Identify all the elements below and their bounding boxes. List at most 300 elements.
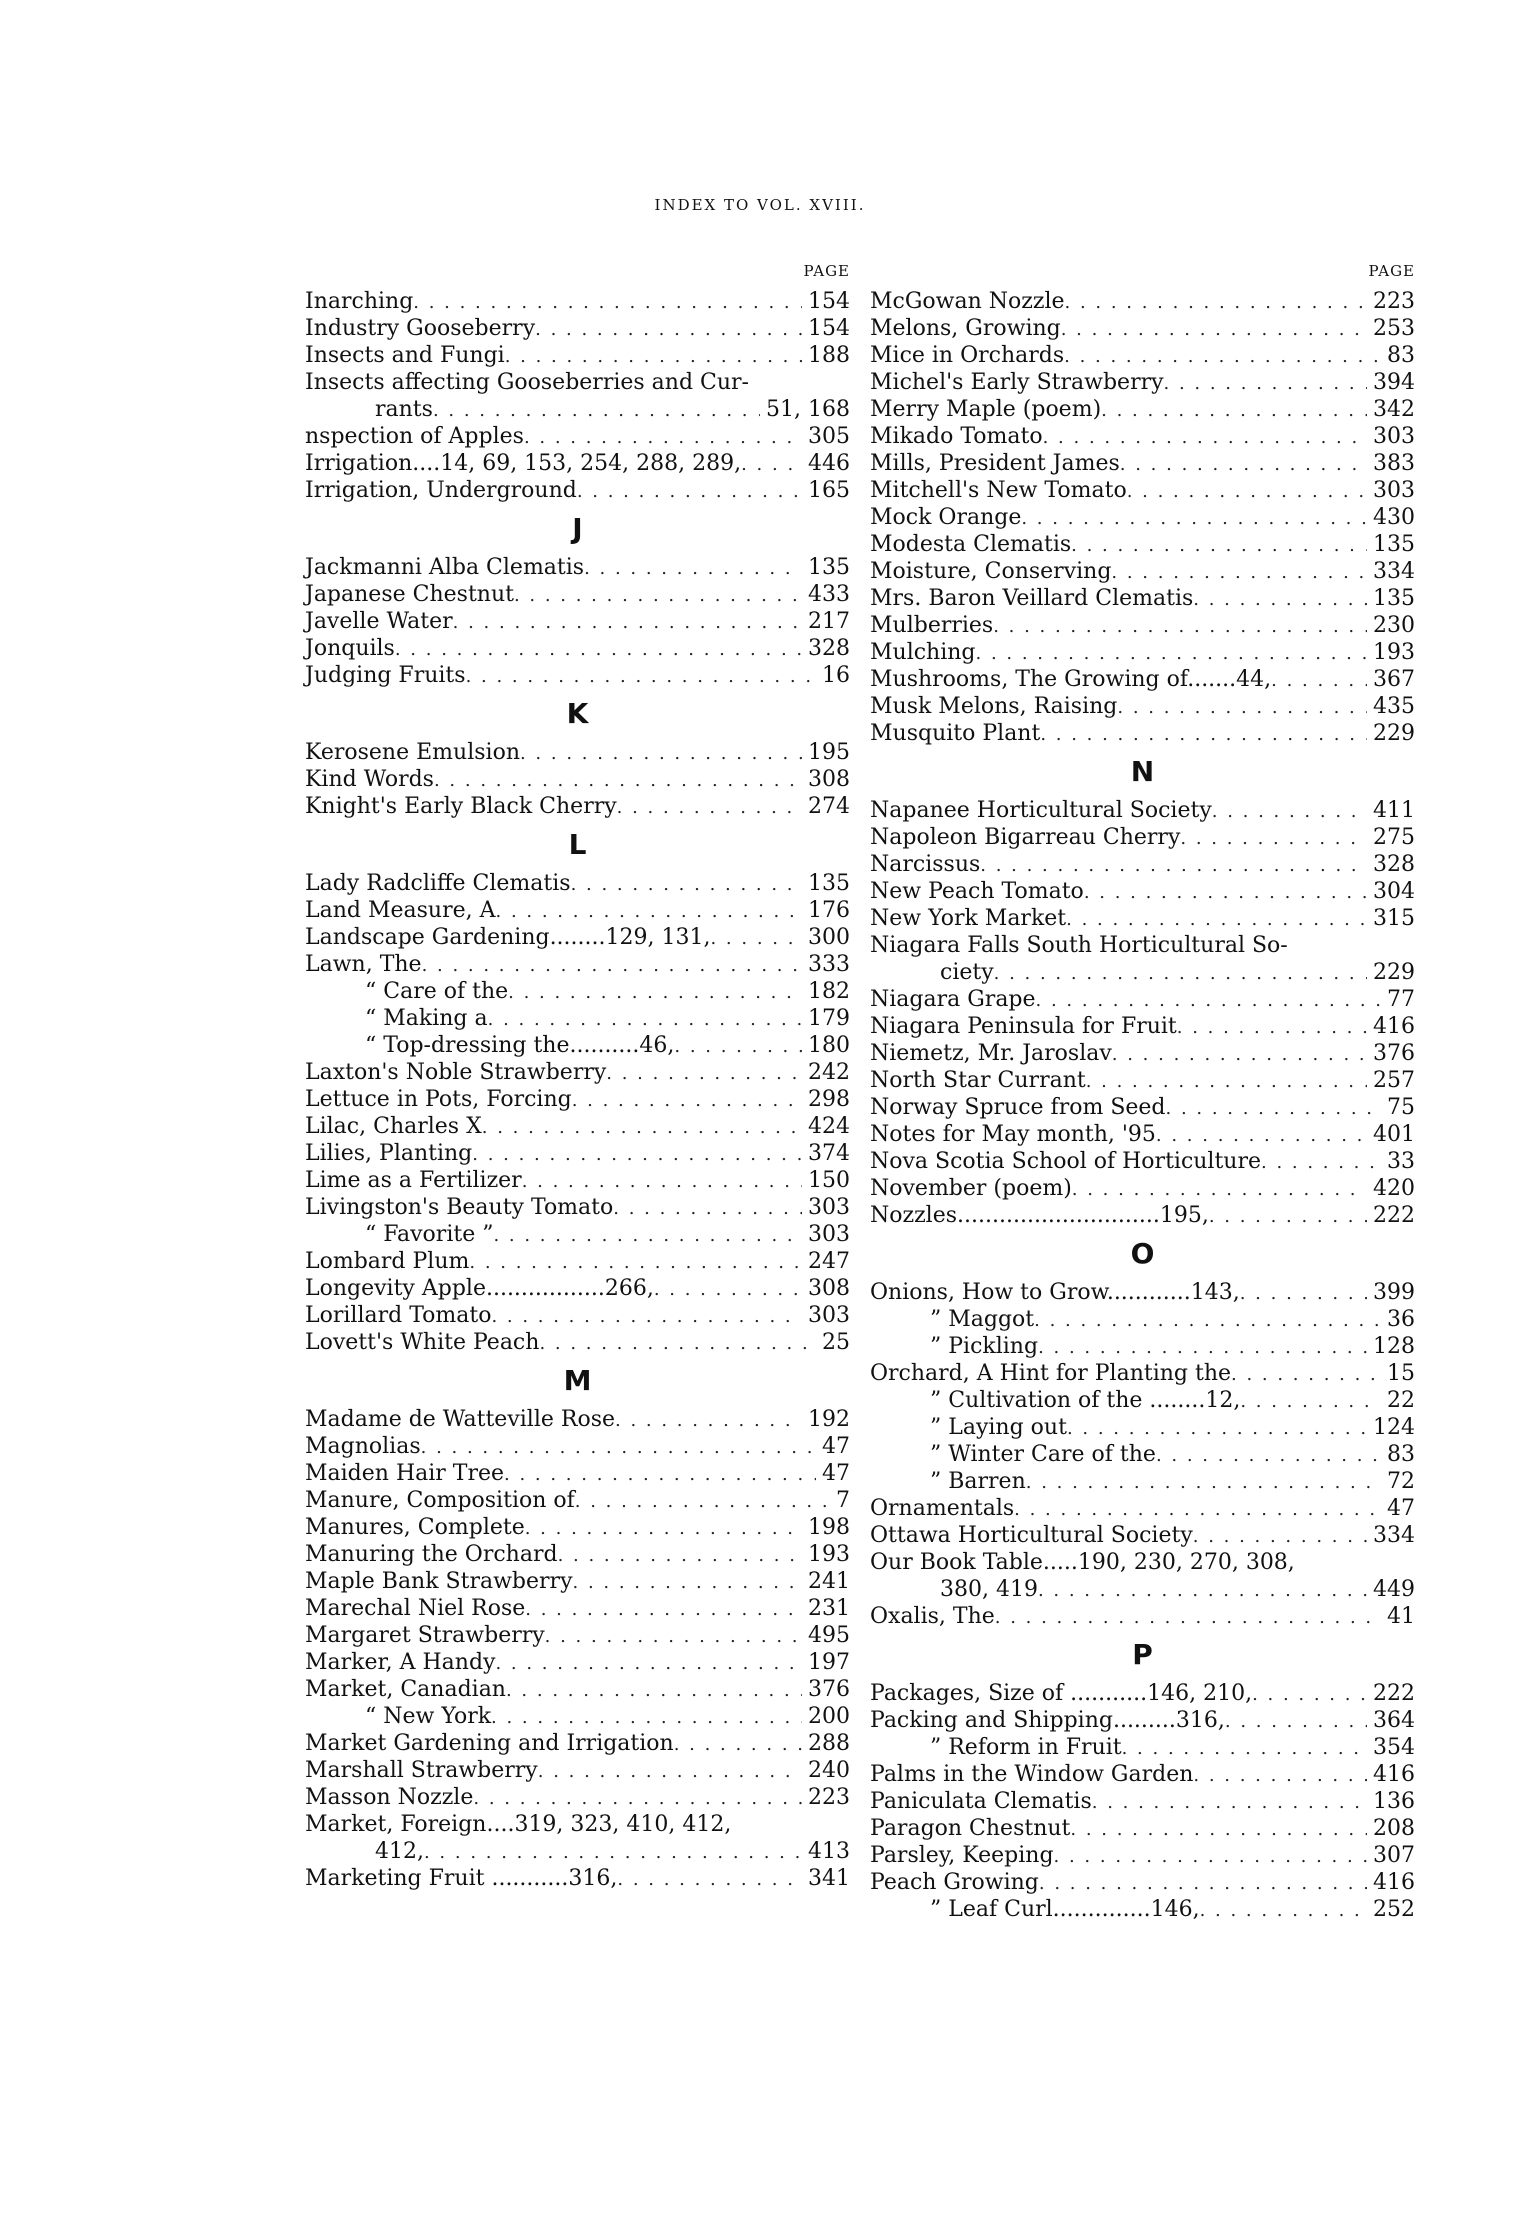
- entry-pages: 154: [808, 316, 850, 341]
- entry-pages: 308: [808, 1276, 850, 1301]
- index-entry: [305, 1005, 850, 1032]
- entry-pages: 33: [1387, 1149, 1415, 1174]
- entry-pages: 416: [1373, 1014, 1415, 1039]
- dot-leader: [1072, 1176, 1367, 1203]
- entry-pages: 208: [1373, 1816, 1415, 1841]
- entry-term: Madame de Watteville Rose: [305, 1407, 615, 1432]
- entry-term: Manure, Composition of: [305, 1488, 575, 1513]
- dot-leader: [491, 1704, 802, 1731]
- dot-leader: [1039, 1870, 1367, 1897]
- dot-leader: [421, 1434, 816, 1461]
- entry-term: Ornamentals: [870, 1496, 1015, 1521]
- entry-pages: 420: [1373, 1176, 1415, 1201]
- entry-pages: 416: [1373, 1870, 1415, 1895]
- index-entry: [870, 878, 1415, 905]
- index-entry: [305, 1838, 850, 1865]
- dot-leader: [433, 397, 760, 424]
- index-entry: [305, 1649, 850, 1676]
- entry-term: Lilac, Charles X: [305, 1114, 482, 1139]
- entry-term: Magnolias: [305, 1434, 421, 1459]
- entry-term: Insects and Fungi: [305, 343, 505, 368]
- dot-leader: [674, 1731, 802, 1758]
- entry-pages: 399: [1373, 1280, 1415, 1305]
- dot-leader: [488, 1006, 802, 1033]
- dot-leader: [577, 478, 802, 505]
- entry-pages: 304: [1373, 879, 1415, 904]
- index-entry: [870, 504, 1415, 531]
- entry-term: Narcissus: [870, 852, 981, 877]
- entry-term: Japanese Chestnut: [305, 582, 514, 607]
- entry-term: Mock Orange: [870, 505, 1022, 530]
- index-entry: [305, 1275, 850, 1302]
- index-entry: [870, 1202, 1415, 1229]
- entry-pages: 51, 168: [766, 397, 850, 422]
- index-entry: [305, 1568, 850, 1595]
- dot-leader: [1101, 397, 1367, 424]
- entry-pages: 229: [1373, 721, 1415, 746]
- index-section-m: [305, 1406, 850, 1892]
- entry-term: ” Leaf Curl..............146,: [930, 1897, 1200, 1922]
- entry-pages: 275: [1373, 825, 1415, 850]
- entry-term: Maple Bank Strawberry: [305, 1569, 573, 1594]
- entry-pages: 230: [1373, 613, 1415, 638]
- entry-term: Mushrooms, The Growing of.......44,: [870, 667, 1272, 692]
- entry-pages: 433: [808, 582, 850, 607]
- dot-leader: [1061, 316, 1367, 343]
- index-entry: [870, 315, 1415, 342]
- index-section-i: [305, 288, 850, 504]
- dot-leader: [1066, 906, 1367, 933]
- entry-pages: 47: [1387, 1496, 1415, 1521]
- dot-leader: [1193, 1762, 1367, 1789]
- entry-pages: 401: [1373, 1122, 1415, 1147]
- entry-term: 380, 419: [940, 1577, 1038, 1602]
- entry-term: November (poem): [870, 1176, 1072, 1201]
- index-entry: [870, 1495, 1415, 1522]
- dot-leader: [654, 1276, 802, 1303]
- entry-pages: 136: [1373, 1789, 1415, 1814]
- entry-term: Paniculata Clematis: [870, 1789, 1092, 1814]
- entry-term: Ottawa Horticultural Society: [870, 1523, 1193, 1548]
- entry-term: Norway Spruce from Seed: [870, 1095, 1166, 1120]
- entry-term: ” Winter Care of the: [930, 1442, 1156, 1467]
- dot-leader: [617, 1866, 802, 1893]
- dot-leader: [1156, 1442, 1381, 1469]
- entry-term: Marechal Niel Rose: [305, 1596, 526, 1621]
- entry-term: Manuring the Orchard: [305, 1542, 558, 1567]
- entry-term: ciety: [940, 960, 994, 985]
- entry-term: Palms in the Window Garden: [870, 1762, 1194, 1787]
- entry-term: Packages, Size of ...........146, 210,: [870, 1681, 1253, 1706]
- entry-pages: 274: [808, 794, 850, 819]
- entry-term: Mills, President James: [870, 451, 1120, 476]
- entry-pages: 394: [1373, 370, 1415, 395]
- entry-pages: 180: [808, 1033, 850, 1058]
- index-entry: [870, 1761, 1415, 1788]
- entry-term: Napoleon Bigarreau Cherry: [870, 825, 1181, 850]
- index-entry: [305, 477, 850, 504]
- entry-pages: 83: [1387, 1442, 1415, 1467]
- entry-pages: 240: [808, 1758, 850, 1783]
- entry-pages: 182: [808, 979, 850, 1004]
- dot-leader: [1065, 289, 1367, 316]
- dot-leader: [1193, 586, 1367, 613]
- index-entry: [870, 1387, 1415, 1414]
- entry-term: Paragon Chestnut: [870, 1816, 1071, 1841]
- index-entry: [305, 1784, 850, 1811]
- dot-leader: [520, 740, 802, 767]
- section-letter-n: N: [1130, 755, 1155, 788]
- index-entry: [305, 1113, 850, 1140]
- dot-leader: [1193, 1523, 1367, 1550]
- entry-pages: 253: [1373, 316, 1415, 341]
- dot-leader: [584, 555, 802, 582]
- entry-term: Niagara Peninsula for Fruit: [870, 1014, 1177, 1039]
- dot-leader: [413, 289, 802, 316]
- entry-pages: 308: [808, 767, 850, 792]
- section-letter-j: J: [572, 512, 583, 545]
- entry-pages: 288: [808, 1731, 850, 1756]
- dot-leader: [572, 1087, 802, 1114]
- entry-term: Lombard Plum: [305, 1249, 470, 1274]
- index-entry: [305, 1329, 850, 1356]
- dot-leader: [1225, 1708, 1367, 1735]
- index-entry: [870, 1468, 1415, 1495]
- index-entry: [305, 1595, 850, 1622]
- entry-pages: 241: [808, 1569, 850, 1594]
- entry-pages: 176: [808, 898, 850, 923]
- entry-term: “ Favorite ”: [365, 1222, 494, 1247]
- running-head: INDEX TO VOL. XVIII.: [654, 196, 866, 214]
- entry-pages: 376: [808, 1677, 850, 1702]
- entry-term: Lettuce in Pots, Forcing: [305, 1087, 572, 1112]
- dot-leader: [1021, 505, 1367, 532]
- index-entry: [305, 1514, 850, 1541]
- entry-pages: 411: [1373, 798, 1415, 823]
- dot-leader: [1086, 1068, 1367, 1095]
- entry-term: Mrs. Baron Veillard Clematis: [870, 586, 1194, 611]
- index-entry: [305, 1622, 850, 1649]
- index-entry: [305, 1140, 850, 1167]
- entry-term: Marketing Fruit ...........316,: [305, 1866, 618, 1891]
- entry-term: Mice in Orchards: [870, 343, 1065, 368]
- page-column-label: PAGE: [1368, 262, 1415, 280]
- dot-leader: [994, 960, 1367, 987]
- dot-leader: [466, 663, 816, 690]
- dot-leader: [1240, 1388, 1381, 1415]
- entry-term: Lawn, The: [305, 952, 422, 977]
- dot-leader: [1064, 343, 1381, 370]
- index-entry: [305, 369, 850, 396]
- section-letter-m: M: [563, 1364, 592, 1397]
- dot-leader: [1084, 879, 1367, 906]
- left-column: [305, 262, 850, 1892]
- dot-leader: [1180, 825, 1367, 852]
- dot-leader: [1120, 451, 1367, 478]
- page-column-label: PAGE: [803, 262, 850, 280]
- index-entry: [305, 951, 850, 978]
- index-entry: [870, 1279, 1415, 1306]
- dot-leader: [976, 640, 1367, 667]
- index-entry: [870, 1896, 1415, 1923]
- index-entry: [305, 924, 850, 951]
- entry-pages: 298: [808, 1087, 850, 1112]
- index-entry: [870, 423, 1415, 450]
- entry-term: Judging Fruits: [305, 663, 466, 688]
- index-entry: [305, 662, 850, 689]
- entry-term: Lorillard Tomato: [305, 1303, 492, 1328]
- entry-term: Melons, Growing: [870, 316, 1061, 341]
- index-entry: [305, 1433, 850, 1460]
- entry-term: Onions, How to Grow............143,: [870, 1280, 1240, 1305]
- index-entry: [305, 450, 850, 477]
- dot-leader: [1026, 1469, 1381, 1496]
- index-entry: [305, 423, 850, 450]
- entry-pages: 334: [1373, 1523, 1415, 1548]
- entry-pages: 135: [808, 555, 850, 580]
- entry-pages: 305: [808, 424, 850, 449]
- entry-term: Manures, Complete: [305, 1515, 525, 1540]
- dot-leader: [1067, 1415, 1367, 1442]
- entry-term: Merry Maple (poem): [870, 397, 1102, 422]
- dot-leader: [1038, 1577, 1367, 1604]
- entry-pages: 128: [1373, 1334, 1415, 1359]
- index-section-o: [870, 1279, 1415, 1630]
- entry-pages: 150: [808, 1168, 850, 1193]
- entry-pages: 15: [1387, 1361, 1415, 1386]
- entry-term: Javelle Water: [305, 609, 453, 634]
- entry-term: Mitchell's New Tomato: [870, 478, 1127, 503]
- entry-pages: 449: [1373, 1577, 1415, 1602]
- entry-term: ” Reform in Fruit: [930, 1735, 1122, 1760]
- section-letter-p: P: [1132, 1638, 1153, 1671]
- entry-pages: 7: [836, 1488, 850, 1513]
- dot-leader: [575, 1488, 830, 1515]
- entry-pages: 303: [808, 1195, 850, 1220]
- index-entry: [305, 581, 850, 608]
- entry-pages: 16: [822, 663, 850, 688]
- index-entry: [870, 932, 1415, 959]
- entry-term: ” Laying out: [930, 1415, 1067, 1440]
- dot-leader: [1036, 987, 1381, 1014]
- dot-leader: [469, 1249, 802, 1276]
- index-entry: [870, 1013, 1415, 1040]
- index-entry: [870, 959, 1415, 986]
- entry-pages: 154: [808, 289, 850, 314]
- entry-pages: 222: [1373, 1681, 1415, 1706]
- dot-leader: [514, 582, 802, 609]
- entry-pages: 328: [808, 636, 850, 661]
- dot-leader: [1112, 1041, 1367, 1068]
- dot-leader: [473, 1785, 802, 1812]
- entry-term: Industry Gooseberry: [305, 316, 536, 341]
- entry-term: Kerosene Emulsion: [305, 740, 520, 765]
- dot-leader: [1156, 1122, 1367, 1149]
- entry-pages: 303: [1373, 478, 1415, 503]
- index-entry: [305, 554, 850, 581]
- index-entry: [305, 1086, 850, 1113]
- dot-leader: [525, 1515, 802, 1542]
- index-entry: [870, 1148, 1415, 1175]
- index-entry: [305, 288, 850, 315]
- entry-term: Inarching: [305, 289, 414, 314]
- dot-leader: [1070, 1816, 1367, 1843]
- index-entry: [305, 1406, 850, 1433]
- dot-leader: [535, 316, 802, 343]
- index-entry: [870, 720, 1415, 747]
- index-entry: [870, 1175, 1415, 1202]
- entry-pages: 300: [808, 925, 850, 950]
- entry-term: Land Measure, A: [305, 898, 496, 923]
- entry-pages: 83: [1387, 343, 1415, 368]
- entry-term: Market, Foreign....319, 323, 410, 412,: [305, 1812, 732, 1837]
- entry-pages: 192: [808, 1407, 850, 1432]
- section-letter-k: K: [566, 697, 589, 730]
- entry-pages: 342: [1373, 397, 1415, 422]
- index-entry: [870, 1707, 1415, 1734]
- dot-leader: [1164, 370, 1367, 397]
- entry-term: 412,: [375, 1839, 424, 1864]
- entry-term: Moisture, Conserving: [870, 559, 1112, 584]
- entry-term: Landscape Gardening........129, 131,: [305, 925, 711, 950]
- entry-pages: 424: [808, 1114, 850, 1139]
- index-entry: [870, 693, 1415, 720]
- entry-term: New Peach Tomato: [870, 879, 1084, 904]
- index-entry: [870, 1414, 1415, 1441]
- entry-pages: 22: [1387, 1388, 1415, 1413]
- entry-pages: 446: [808, 451, 850, 476]
- entry-pages: 198: [808, 1515, 850, 1540]
- entry-term: Marshall Strawberry: [305, 1758, 538, 1783]
- dot-leader: [1122, 1735, 1367, 1762]
- dot-leader: [506, 1677, 802, 1704]
- entry-term: Jackmanni Alba Clematis: [305, 555, 585, 580]
- entry-term: Nova Scotia School of Horticulture: [870, 1149, 1262, 1174]
- dot-leader: [545, 1623, 802, 1650]
- entry-term: Nozzles.............................195,: [870, 1203, 1209, 1228]
- entry-term: Musk Melons, Raising: [870, 694, 1118, 719]
- entry-pages: 334: [1373, 559, 1415, 584]
- index-entry: [305, 1194, 850, 1221]
- index-entry: [870, 612, 1415, 639]
- dot-leader: [1117, 694, 1367, 721]
- dot-leader: [434, 767, 802, 794]
- entry-pages: 364: [1373, 1708, 1415, 1733]
- index-entry: [870, 1441, 1415, 1468]
- entry-term: nspection of Apples: [305, 424, 524, 449]
- dot-leader: [741, 451, 802, 478]
- dot-leader: [571, 871, 802, 898]
- index-entry: [870, 1815, 1415, 1842]
- entry-term: Peach Growing: [870, 1870, 1039, 1895]
- dot-leader: [1043, 424, 1367, 451]
- dot-leader: [1252, 1681, 1367, 1708]
- index-entry: [870, 666, 1415, 693]
- entry-term: North Star Currant: [870, 1068, 1086, 1093]
- entry-pages: 231: [808, 1596, 850, 1621]
- index-entry: [305, 870, 850, 897]
- index-entry: [870, 1680, 1415, 1707]
- entry-term: Our Book Table.....190, 230, 270, 308,: [870, 1550, 1295, 1575]
- entry-term: Musquito Plant: [870, 721, 1041, 746]
- index-entry: [870, 1306, 1415, 1333]
- index-entry: [305, 1811, 850, 1838]
- index-entry: [870, 288, 1415, 315]
- dot-leader: [1166, 1095, 1381, 1122]
- dot-leader: [491, 1303, 802, 1330]
- dot-leader: [1034, 1307, 1381, 1334]
- index-entry: [305, 1676, 850, 1703]
- dot-leader: [395, 636, 802, 663]
- dot-leader: [1071, 532, 1367, 559]
- index-entry: [305, 315, 850, 342]
- dot-leader: [1054, 1843, 1367, 1870]
- entry-term: Mulberries: [870, 613, 994, 638]
- entry-pages: 223: [1373, 289, 1415, 314]
- index-entry: [870, 1094, 1415, 1121]
- entry-term: Modesta Clematis: [870, 532, 1072, 557]
- index-entry: [870, 342, 1415, 369]
- entry-pages: 47: [822, 1434, 850, 1459]
- index-entry: [870, 1121, 1415, 1148]
- index-entry: [870, 531, 1415, 558]
- dot-leader: [617, 794, 802, 821]
- dot-leader: [674, 1033, 802, 1060]
- entry-term: Knight's Early Black Cherry: [305, 794, 617, 819]
- index-section-j: [305, 554, 850, 689]
- dot-leader: [993, 613, 1367, 640]
- entry-pages: 222: [1373, 1203, 1415, 1228]
- index-entry: [305, 766, 850, 793]
- entry-term: ” Barren: [930, 1469, 1026, 1494]
- entry-pages: 303: [808, 1303, 850, 1328]
- entry-term: Irrigation....14, 69, 153, 254, 288, 289,: [305, 451, 742, 476]
- index-entry: [305, 1703, 850, 1730]
- index-entry: [305, 608, 850, 635]
- index-entry: [305, 1032, 850, 1059]
- index-entry: [870, 824, 1415, 851]
- entry-term: Irrigation, Underground: [305, 478, 577, 503]
- entry-pages: 72: [1387, 1469, 1415, 1494]
- entry-term: Longevity Apple.................266,: [305, 1276, 654, 1301]
- entry-term: Insects affecting Gooseberries and Cur-: [305, 370, 749, 395]
- index-entry: [305, 1487, 850, 1514]
- entry-term: Niagara Falls South Horticultural So-: [870, 933, 1288, 958]
- entry-pages: 303: [808, 1222, 850, 1247]
- entry-pages: 135: [808, 871, 850, 896]
- dot-leader: [493, 1222, 802, 1249]
- entry-pages: 77: [1387, 987, 1415, 1012]
- entry-pages: 25: [822, 1330, 850, 1355]
- entry-pages: 430: [1373, 505, 1415, 530]
- entry-term: Market Gardening and Irrigation: [305, 1731, 674, 1756]
- index-section-l: [305, 870, 850, 1356]
- entry-pages: 383: [1373, 451, 1415, 476]
- entry-pages: 193: [1373, 640, 1415, 665]
- entry-term: Niagara Grape: [870, 987, 1036, 1012]
- index-entry: [305, 1221, 850, 1248]
- entry-term: “ New York: [365, 1704, 492, 1729]
- entry-term: Packing and Shipping.........316,: [870, 1708, 1225, 1733]
- entry-pages: 242: [808, 1060, 850, 1085]
- entry-term: ” Pickling: [930, 1334, 1039, 1359]
- dot-leader: [508, 979, 802, 1006]
- entry-pages: 193: [808, 1542, 850, 1567]
- entry-term: Margaret Strawberry: [305, 1623, 545, 1648]
- index-entry: [305, 342, 850, 369]
- index-entry: [305, 396, 850, 423]
- entry-term: Napanee Horticultural Society: [870, 798, 1212, 823]
